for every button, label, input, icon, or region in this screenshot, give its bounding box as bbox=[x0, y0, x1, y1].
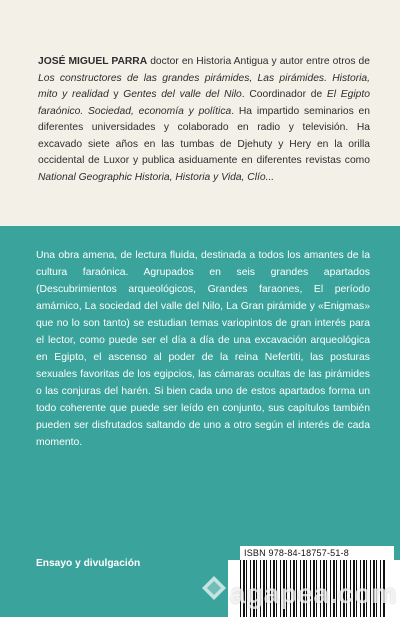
bio-magazines: National Geographic Historia, Historia y Vida, Clío... bbox=[38, 171, 275, 183]
bio-text-3: . Coordinador de bbox=[241, 89, 327, 100]
author-name: JOSÉ MIGUEL PARRA bbox=[38, 56, 148, 67]
synopsis: Una obra amena, de lectura fluida, destinada a todos los amantes de la cultura faraónica. Agrupados en seis grandes apartados (Descubrimientos arqueológicos, Grandes faraones, El período amárnico, La sociedad del valle del Nilo, La Gran pirámide y «Enigmas» que no lo son tanto) se estudian temas variopintos de gran interés para el lector, como puede ser el día a día de una excavación arqueológica en Egipto, el ascenso al poder de la reina Nefertiti, las posturas sexuales favoritas de los egipcios, las cámaras ocultas de las pirámides o las conjuras del harén. Si bien cada uno de estos apartados forma un todo coherente que puede ser leído en conjunto, sus capítulos también pueden ser disfrutados saltando de uno a otro según el interés de cada momento. bbox=[36, 250, 370, 448]
bio-book-1: Los constructores de las grandes pirámides, Las pirámides. Historia, mito y realidad bbox=[38, 72, 370, 100]
isbn-text: ISBN 978-84-18757-51-8 bbox=[240, 546, 394, 560]
collection-label: Ensayo y divulgación bbox=[36, 558, 141, 569]
bio-book-2: Gentes del valle del Nilo bbox=[123, 89, 242, 100]
watermark-logo-icon bbox=[200, 574, 228, 602]
watermark-text: agapea.com bbox=[230, 578, 397, 609]
bio-text-1: doctor en Historia Antigua y autor entre otros de bbox=[147, 56, 370, 67]
author-bio bbox=[38, 54, 370, 186]
bio-text-4: . Ha impartido seminarios en diferentes universidades y colaborado en radio y televisión. Ha excavado siete años en las tumbas de Djehuty y Hery en la orilla occidental de Luxor y publica asiduamente en diferentes revistas como bbox=[38, 105, 370, 166]
author-bio-panel bbox=[0, 0, 400, 226]
bio-text-2: y bbox=[108, 89, 124, 100]
bio-book-3: El Egipto faraónico. Sociedad, economía y política bbox=[38, 89, 370, 117]
